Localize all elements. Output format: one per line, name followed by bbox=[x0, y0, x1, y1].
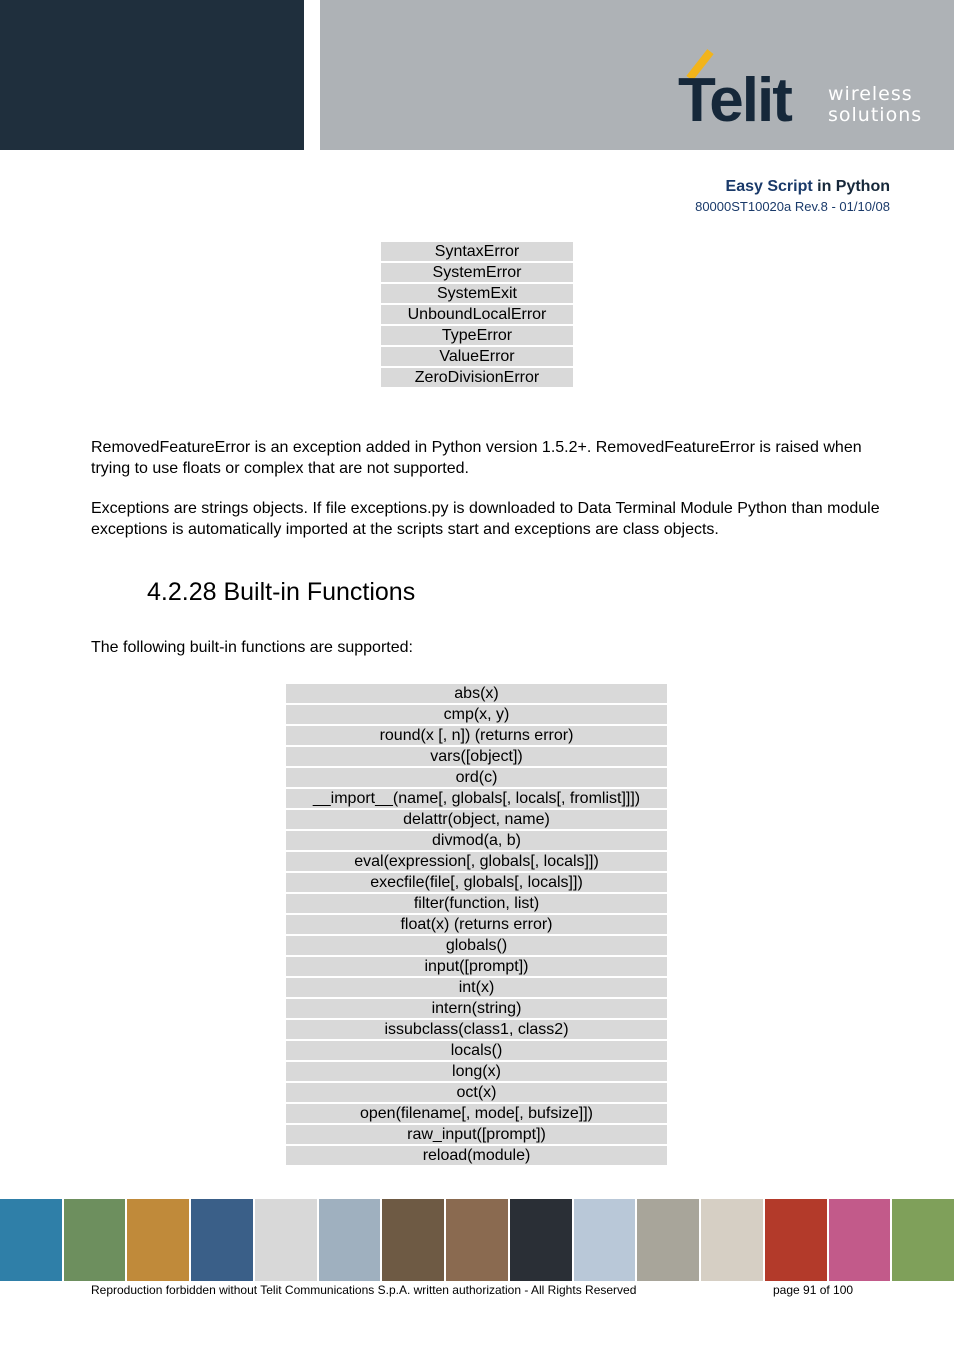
footer-photo bbox=[829, 1199, 891, 1281]
table-row: locals() bbox=[285, 1041, 668, 1062]
footer-photo bbox=[191, 1199, 253, 1281]
table-row: __import__(name[, globals[, locals[, fromlist]]]) bbox=[285, 789, 668, 810]
footer-photo bbox=[446, 1199, 508, 1281]
table-row: TypeError bbox=[380, 326, 574, 347]
logo-tagline-line2: solutions bbox=[828, 104, 923, 126]
table-row: UnboundLocalError bbox=[380, 305, 574, 326]
footer-photo bbox=[574, 1199, 636, 1281]
document-title-rest: in Python bbox=[812, 178, 890, 195]
paragraph-builtins-intro: The following built-in functions are supported: bbox=[91, 639, 413, 656]
table-row: globals() bbox=[285, 936, 668, 957]
footer-photo bbox=[765, 1199, 827, 1281]
table-row: raw_input([prompt]) bbox=[285, 1125, 668, 1146]
table-row: int(x) bbox=[285, 978, 668, 999]
table-row: long(x) bbox=[285, 1062, 668, 1083]
functions-table bbox=[285, 684, 668, 1167]
section-heading: 4.2.28 Built-in Functions bbox=[147, 578, 416, 606]
document-revision: 80000ST10020a Rev.8 - 01/10/08 bbox=[695, 199, 890, 214]
footer-page-number: page 91 of 100 bbox=[773, 1283, 854, 1297]
table-row: issubclass(class1, class2) bbox=[285, 1020, 668, 1041]
table-row: oct(x) bbox=[285, 1083, 668, 1104]
footer-photo-strip bbox=[0, 1199, 954, 1281]
table-row: intern(string) bbox=[285, 999, 668, 1020]
table-row: SystemExit bbox=[380, 284, 574, 305]
document-title bbox=[726, 178, 890, 196]
table-row: eval(expression[, globals[, locals]]) bbox=[285, 852, 668, 873]
table-row: SystemError bbox=[380, 263, 574, 284]
table-row: abs(x) bbox=[285, 684, 668, 705]
footer-photo bbox=[319, 1199, 381, 1281]
footer-photo bbox=[382, 1199, 444, 1281]
footer-photo bbox=[255, 1199, 317, 1281]
logo-tagline bbox=[828, 84, 922, 126]
logo-wordmark: Telit bbox=[678, 66, 791, 135]
table-row: delattr(object, name) bbox=[285, 810, 668, 831]
footer-photo bbox=[637, 1199, 699, 1281]
document-title-accent: Easy Script bbox=[725, 178, 813, 195]
table-row: reload(module) bbox=[285, 1146, 668, 1167]
logo-tagline-line1: wireless bbox=[828, 83, 913, 105]
table-row: SyntaxError bbox=[380, 242, 574, 263]
header-dark-panel bbox=[0, 0, 304, 150]
table-row: vars([object]) bbox=[285, 747, 668, 768]
footer-photo bbox=[127, 1199, 189, 1281]
table-row: open(filename[, mode[, bufsize]]) bbox=[285, 1104, 668, 1125]
table-row: filter(function, list) bbox=[285, 894, 668, 915]
table-row: ZeroDivisionError bbox=[380, 368, 574, 389]
table-row: divmod(a, b) bbox=[285, 831, 668, 852]
footer-photo bbox=[0, 1199, 62, 1281]
footer-photo bbox=[64, 1199, 126, 1281]
table-row: cmp(x, y) bbox=[285, 705, 668, 726]
table-row: round(x [, n]) (returns error) bbox=[285, 726, 668, 747]
footer-copyright: Reproduction forbidden without Telit Communications S.p.A. written authorization - All Rights Reserved bbox=[91, 1283, 637, 1297]
table-row: ValueError bbox=[380, 347, 574, 368]
exceptions-table bbox=[380, 242, 574, 389]
footer-photo bbox=[701, 1199, 763, 1281]
table-row: execfile(file[, globals[, locals]]) bbox=[285, 873, 668, 894]
footer-photo bbox=[892, 1199, 954, 1281]
telit-logo bbox=[678, 48, 938, 135]
paragraph-exceptions-strings: Exceptions are strings objects. If file exceptions.py is downloaded to Data Terminal Module Python than module exceptions is automatically imported at the scripts start and exceptions are class objects. bbox=[91, 500, 880, 538]
table-row: input([prompt]) bbox=[285, 957, 668, 978]
footer-photo bbox=[510, 1199, 572, 1281]
paragraph-removed-feature: RemovedFeatureError is an exception added in Python version 1.5.2+. RemovedFeatureError is raised when trying to use floats or complex that are not supported. bbox=[91, 439, 862, 477]
table-row: ord(c) bbox=[285, 768, 668, 789]
table-row: float(x) (returns error) bbox=[285, 915, 668, 936]
